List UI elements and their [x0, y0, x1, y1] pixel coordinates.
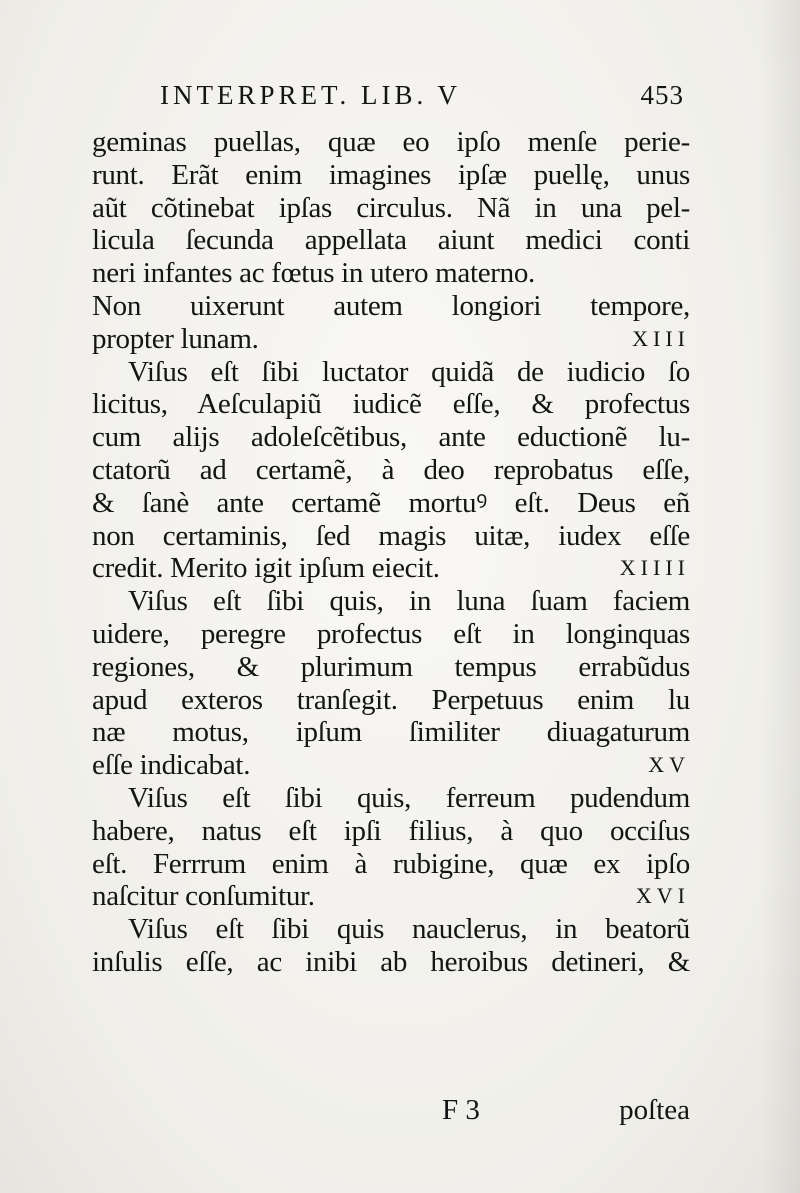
text-line: habere, natus eſt ipſi filius, à quo occiſus — [92, 814, 690, 847]
text-line: licula ſecunda appellata aiunt medici conti — [92, 224, 690, 257]
text-line: ctatorũ ad certamẽ, à deo reprobatus eſſe, — [92, 453, 690, 486]
text-line: apud exteros tranſegit. Perpetuus enim lu — [92, 683, 690, 716]
text-line: Viſus eſt ſibi quis, ferreum pudendum — [128, 781, 690, 814]
running-head-title: INTERPRET. LIB. V — [160, 80, 461, 110]
text-line: Non uixerunt autem longiori tempore, — [92, 289, 690, 322]
text-line: cum alijs adoleſcẽtibus, ante eductionẽ lu- — [92, 421, 690, 454]
text-line: licitus, Aeſculapiũ iudicẽ eſſe, & profectus — [92, 388, 690, 421]
text-block — [92, 126, 690, 979]
text-line-with-section — [92, 552, 690, 585]
page-footer — [92, 1094, 690, 1130]
signature-mark: F 3 — [442, 1094, 480, 1126]
text-line: credit. Merito igit ipſum eiecit. — [92, 552, 440, 585]
text-line: aũt cõtinebat ipſas circulus. Nã in una pel- — [92, 191, 690, 224]
text-line: Viſus eſt ſibi quis, in luna ſuam faciem — [128, 585, 690, 618]
text-line: neri infantes ac fœtus in utero materno. — [92, 257, 535, 290]
catchword: poſtea — [619, 1094, 690, 1126]
text-line: eſſe indicabat. — [92, 749, 251, 782]
page-number: 453 — [640, 80, 684, 110]
running-head — [160, 80, 684, 116]
section-number: XVI — [635, 883, 690, 909]
text-line: runt. Erãt enim imagines ipſæ puellę, unus — [92, 158, 690, 191]
text-line: geminas puellas, quæ eo ipſo menſe perie- — [92, 126, 690, 158]
text-line: inſulis eſſe, ac inibi ab heroibus detineri, & — [92, 945, 690, 978]
text-line-with-section — [92, 749, 690, 782]
text-line: regiones, & plurimum tempus errabũdus — [92, 650, 690, 683]
section-number: XV — [648, 752, 690, 778]
text-line: Viſus eſt ſibi luctator quidã de iudicio ſo — [128, 355, 690, 388]
text-line: næ motus, ipſum ſimiliter diuagaturum — [92, 716, 690, 749]
text-line: eſt. Ferrrum enim à rubigine, quæ ex ipſo — [92, 847, 690, 880]
text-line: propter lunam. — [92, 322, 259, 355]
text-line: naſcitur conſumitur. — [92, 880, 315, 913]
page-edge-shadow — [760, 0, 800, 1193]
text-line: Viſus eſt ſibi quis nauclerus, in beatorũ — [128, 913, 690, 946]
section-number: XIII — [632, 325, 690, 351]
section-number: XIIII — [619, 555, 690, 581]
text-line-with-section — [92, 323, 690, 356]
text-line: non certaminis, ſed magis uitæ, iudex eſſe — [92, 519, 690, 552]
text-line: & ſanè ante certamẽ mortuꝰ eſt. Deus eñ — [92, 486, 690, 519]
text-line: uidere, peregre profectus eſt in longinquas — [92, 617, 690, 650]
text-line-with-section — [92, 880, 690, 913]
